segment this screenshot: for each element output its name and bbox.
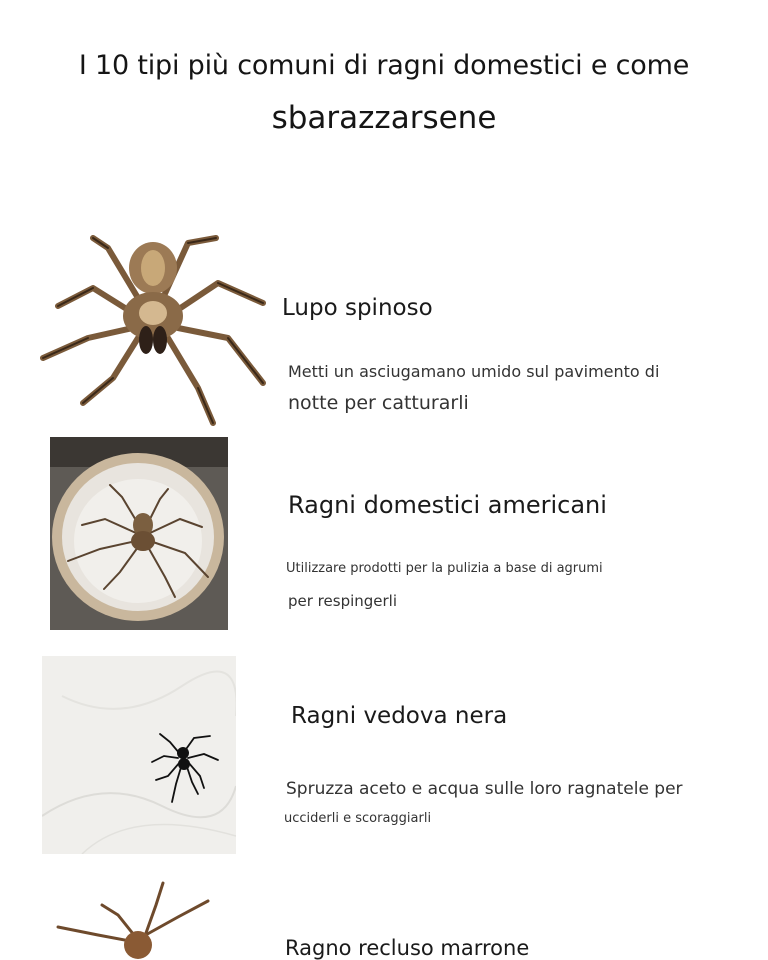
- page-title-line2: sbarazzarsene: [271, 100, 497, 136]
- spider-tip-2-line2: per respingerli: [288, 592, 398, 610]
- spider-name-2: Ragni domestici americani: [288, 491, 607, 519]
- spider-name-4: Ragno recluso marrone: [285, 936, 530, 960]
- spider-tip-1-line2: notte per catturarli: [288, 392, 469, 414]
- page-title-line1: I 10 tipi più comuni di ragni domestici e come: [78, 50, 690, 81]
- house-spider-in-bowl-photo: [50, 437, 228, 630]
- wolf-spider-photo: [38, 228, 270, 433]
- black-widow-on-wall-photo: [42, 656, 236, 854]
- spider-name-1: Lupo spinoso: [282, 295, 433, 321]
- brown-recluse-photo: [38, 875, 238, 960]
- spider-tip-3-line1: Spruzza aceto e acqua sulle loro ragnatele per: [286, 779, 683, 799]
- spider-tip-3-line2: ucciderli e scoraggiarli: [284, 811, 432, 826]
- spider-tip-2-line1: Utilizzare prodotti per la pulizia a base di agrumi: [286, 561, 603, 576]
- spider-tip-1-line1: Metti un asciugamano umido sul pavimento di: [288, 362, 660, 381]
- spider-name-3: Ragni vedova nera: [291, 703, 508, 729]
